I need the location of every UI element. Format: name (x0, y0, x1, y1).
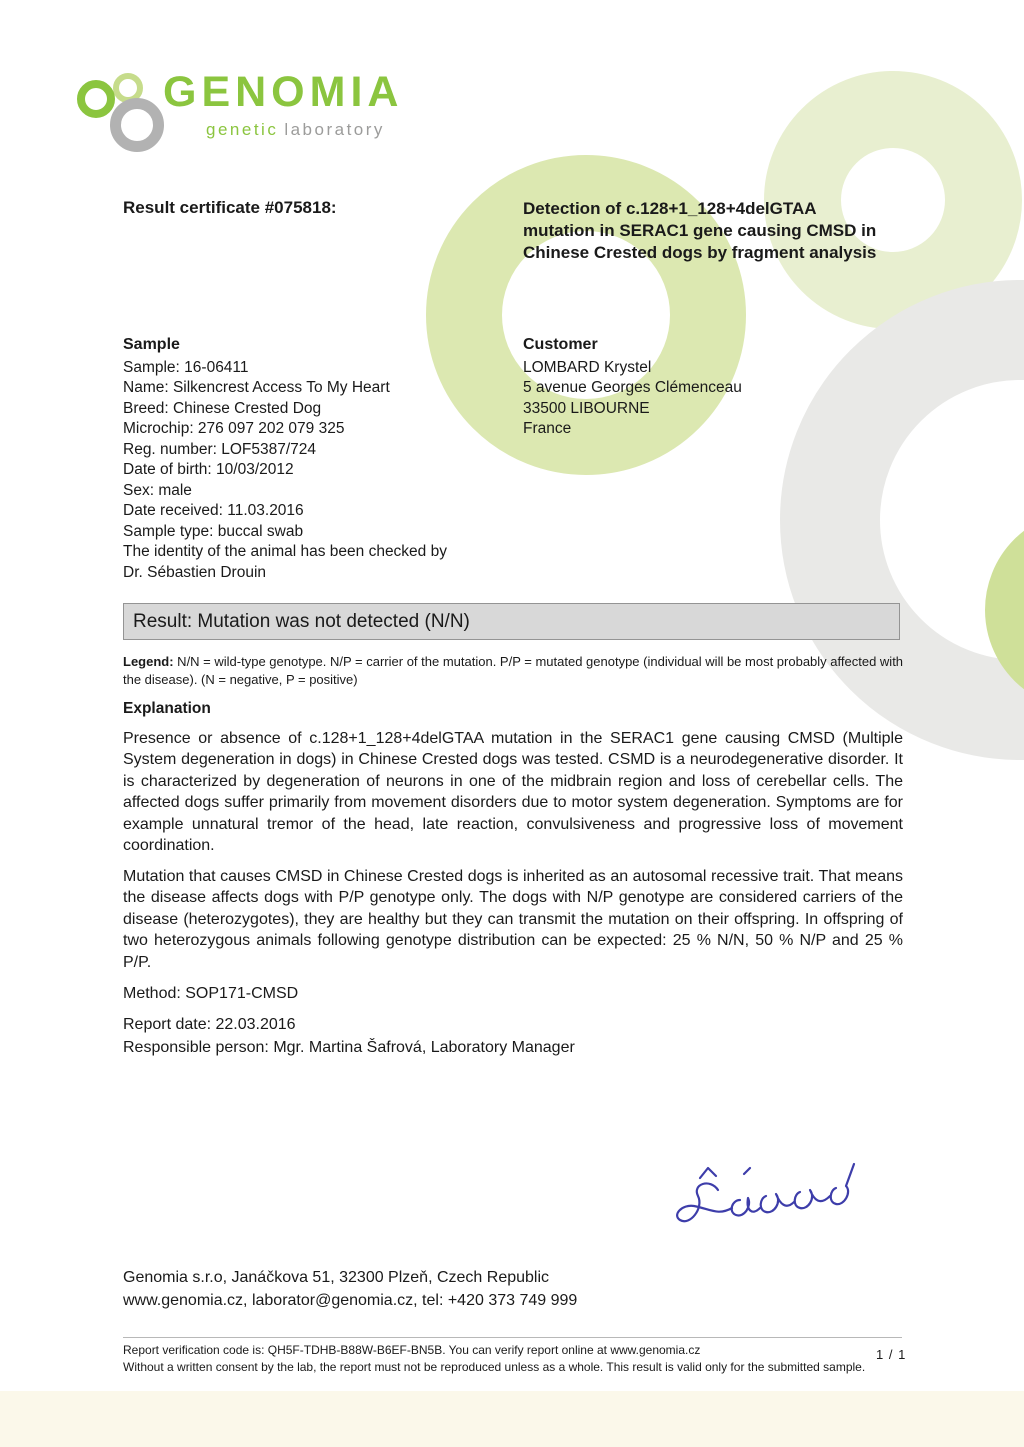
customer-line: France (523, 420, 572, 437)
sample-line: The identity of the animal has been checked by (123, 543, 447, 560)
tagline-genetic: genetic (206, 120, 279, 139)
sample-line: Name: Silkencrest Access To My Heart (123, 379, 390, 396)
page-bottom-edge (0, 1391, 1024, 1447)
sample-section (123, 335, 513, 583)
lab-address (123, 1266, 577, 1312)
footer-notes (123, 1342, 871, 1375)
explanation-paragraph-1: Presence or absence of c.128+1_128+4delGTAA mutation in the SERAC1 gene causing CMSD (Multiple System degeneration in dogs) in Chinese Crested dogs was tested. CSMD is a neurodegenerative disorder. It is characterized by degeneration of neurons in one of the midbrain region and loss of cerebellar cells. The affected dogs suffer primarily from movement disorders due to motor system degeneration. Symptoms are for example unnatural tremor of the head, late reaction, convulsiveness and progressive loss of movement coordination. (123, 730, 903, 855)
explanation-heading: Explanation (123, 700, 211, 717)
logo-circle-gray-icon (110, 98, 164, 152)
signature-ink-icon (648, 1140, 888, 1255)
sample-line: Breed: Chinese Crested Dog (123, 399, 322, 417)
method-line: Method: SOP171-CMSD (123, 985, 299, 1002)
explanation-paragraph-2: Mutation that causes CMSD in Chinese Crested dogs is inherited as an autosomal recessive trait. That means the disease affects dogs with P/P genotype only. The dogs with N/P genotype are considered carriers of the disease (heterozygotes), they are healthy but they can transmit the mutation on their offspring. In offspring of two heterozygous animals following genotype distribution can be expected: 25 % N/N, 50 % N/P and 25 % P/P. (123, 868, 903, 971)
tagline-laboratory: laboratory (284, 120, 385, 139)
sample-line: Microchip: 276 097 202 079 325 (123, 420, 345, 437)
responsible-person-line: Responsible person: Mgr. Martina Šafrová, Laboratory Manager (123, 1038, 575, 1056)
footer-divider (123, 1337, 902, 1338)
sample-line: Date received: 11.03.2016 (123, 502, 304, 519)
address-line-1: Genomia s.r.o, Janáčkova 51, 32300 Plzeň, Czech Republic (123, 1269, 550, 1286)
report-date-line: Report date: 22.03.2016 (123, 1016, 296, 1033)
brand-tagline (206, 120, 385, 140)
customer-line: 33500 LIBOURNE (523, 399, 650, 417)
customer-heading: Customer (523, 336, 598, 353)
signature-handwriting (648, 1140, 888, 1255)
verification-code-line: Report verification code is: QH5F-TDHB-B88W-B6EF-BN5B. You can verify report online at www.genomia.cz (123, 1343, 701, 1357)
result-box: Result: Mutation was not detected (N/N) (123, 603, 900, 640)
test-title: Detection of c.128+1_128+4delGTAA mutation in SERAC1 gene causing CMSD in Chinese Crested dogs by fragment analysis (523, 199, 877, 262)
page-number: 1 / 1 (876, 1347, 907, 1362)
disclaimer-line: Without a written consent by the lab, the report must not be reproduced unless as a whole. This result is valid only for the submitted sample. (123, 1359, 866, 1374)
customer-line: LOMBARD Krystel (523, 358, 652, 376)
sample-line: Date of birth: 10/03/2012 (123, 461, 294, 478)
legend (123, 653, 905, 688)
sample-line: Reg. number: LOF5387/724 (123, 440, 317, 458)
certificate-number-label: Result certificate #075818: (123, 198, 337, 217)
sample-line: Sample type: buccal swab (123, 522, 304, 540)
address-line-2: www.genomia.cz, laborator@genomia.cz, tel: +420 373 749 999 (123, 1292, 578, 1309)
sample-line: Dr. Sébastien Drouin (123, 563, 267, 581)
customer-section (523, 335, 853, 440)
logo-circle-green-icon (77, 80, 115, 118)
legend-label: Legend: (123, 654, 174, 669)
sample-line: Sample: 16-06411 (123, 358, 249, 376)
customer-line: 5 avenue Georges Clémenceau (523, 379, 742, 396)
sample-heading: Sample (123, 336, 180, 353)
sample-line: Sex: male (123, 481, 192, 499)
brand-name: GENOMIA (163, 68, 404, 116)
legend-text: N/N = wild-type genotype. N/P = carrier of the mutation. P/P = mutated genotype (individual will be most probably affected with the disease). (N = negative, P = positive) (123, 654, 904, 687)
report-block (123, 1014, 575, 1059)
